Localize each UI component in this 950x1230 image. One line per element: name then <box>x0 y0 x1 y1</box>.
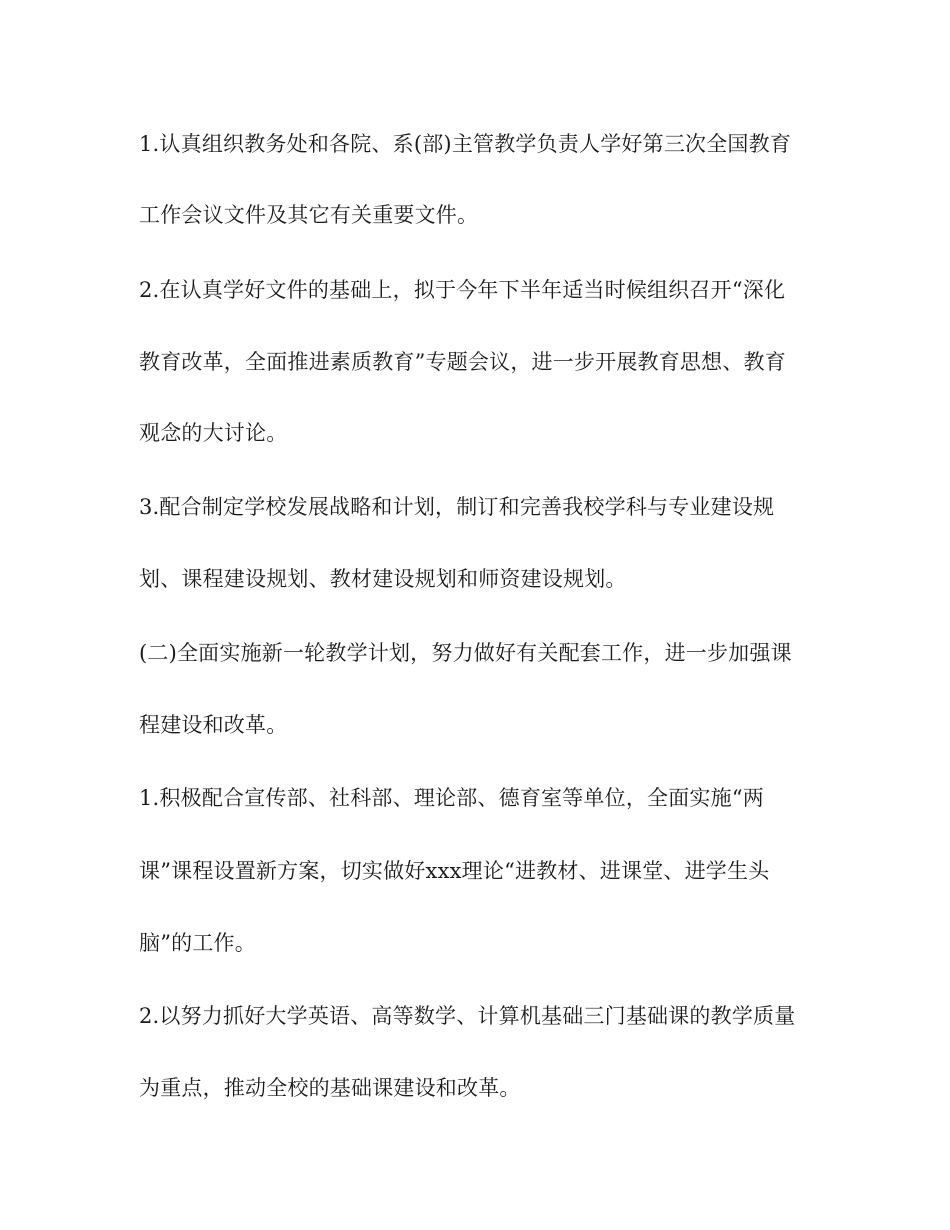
text-line: 3.配合制定学校发展战略和计划，制订和完善我校学科与专业建设规 <box>139 495 775 519</box>
text-line: 2.在认真学好文件的基础上，拟于今年下半年适当时候组织召开“深化 <box>139 278 786 302</box>
text-line: 2.以努力抓好大学英语、高等数学、计算机基础三门基础课的教学质量 <box>139 1004 796 1028</box>
text-line: 工作会议文件及其它有关重要文件。 <box>139 203 479 227</box>
text-line: 为重点，推动全校的基础课建设和改革。 <box>139 1076 521 1100</box>
text-line: 观念的大讨论。 <box>139 421 288 445</box>
text-line: 教育改革，全面推进素质教育”专题会议，进一步开展教育思想、教育 <box>139 350 786 374</box>
text-line: 课”课程设置新方案，切实做好xxx理论“进教材、进课堂、进学生头 <box>139 859 770 883</box>
text-line: (二)全面实施新一轮教学计划，努力做好有关配套工作，进一步加强课 <box>139 641 792 665</box>
text-line: 1.积极配合宣传部、社科部、理论部、德育室等单位，全面实施“两 <box>139 786 764 810</box>
text-line: 脑”的工作。 <box>139 931 256 955</box>
text-line: 程建设和改革。 <box>139 713 288 737</box>
text-line: 1.认真组织教务处和各院、系(部)主管教学负责人学好第三次全国教育 <box>139 132 792 156</box>
text-line: 划、课程建设规划、教材建设规划和师资建设规划。 <box>139 567 627 591</box>
